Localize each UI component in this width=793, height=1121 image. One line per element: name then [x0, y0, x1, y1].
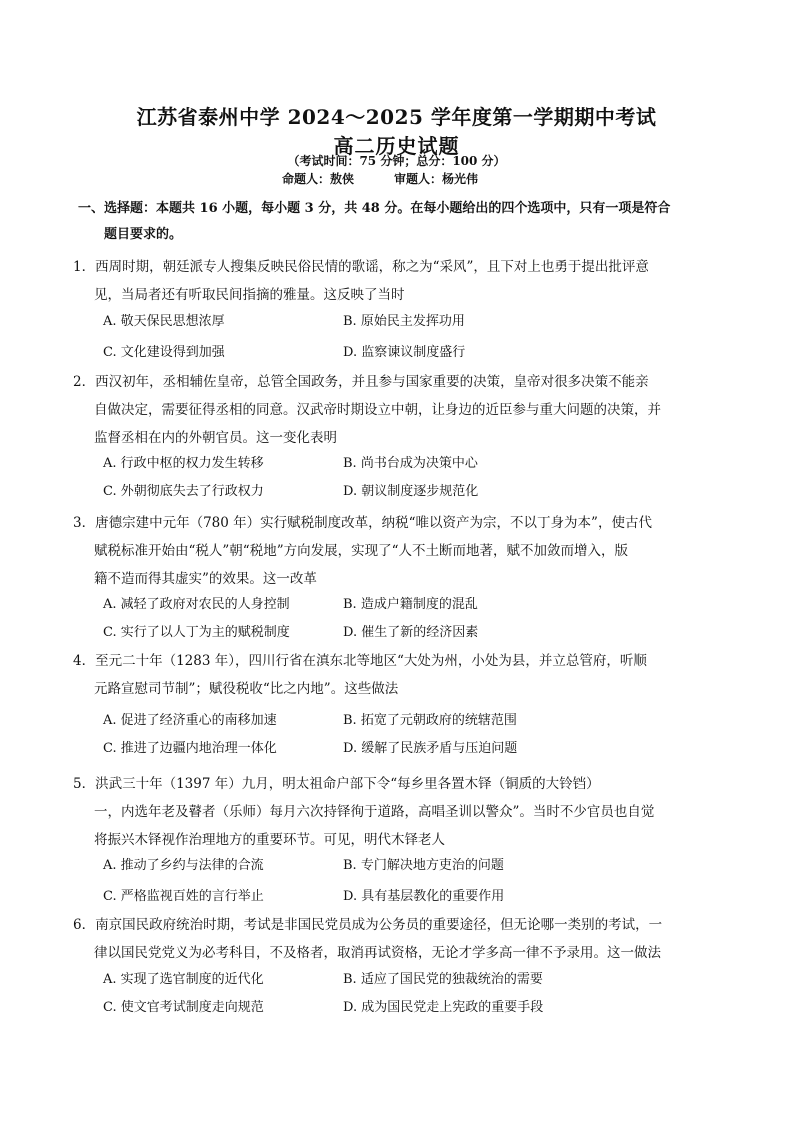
- question-3-options: [103, 591, 663, 647]
- option-d[interactable]: D. 催生了新的经济因素: [343, 625, 479, 640]
- question-6-options: [103, 966, 663, 1022]
- option-b[interactable]: B. 专门解决地方吏治的问题: [343, 858, 504, 873]
- section-line: 题目要求的。: [104, 227, 183, 242]
- exam-subtitle: 高二历史试题: [333, 134, 460, 158]
- question-5: [73, 770, 693, 854]
- question-line: 监督丞相在内的外朝官员。这一变化表明: [94, 430, 337, 446]
- option-a[interactable]: A. 行政中枢的权力发生转移: [103, 456, 264, 471]
- question-line: 2．西汉初年，丞相辅佐皇帝，总管全国政务，并且参与国家重要的决策，皇帝对很多决策不能亲: [73, 374, 649, 390]
- option-c[interactable]: C. 文化建设得到加强: [103, 345, 225, 360]
- setter-name: 命题人：敖侠: [282, 172, 355, 186]
- section-instructions: [78, 196, 698, 248]
- question-line: 将振兴木铎视作治理地方的重要环节。可见，明代木铎老人: [94, 832, 445, 848]
- question-line: 籍不造而得其虚实”的效果。这一改革: [94, 571, 317, 587]
- exam-info: （考试时间：75 分钟；总分：100 分）: [287, 154, 506, 168]
- question-line: 赋税标准开始由“税人”朝“税地”方向发展，实现了“人不土断而地著，赋不加敛而增入，版: [94, 543, 629, 559]
- question-2: [73, 368, 693, 452]
- question-line: 5．洪武三十年（1397 年）九月，明太祖命户部下令“每乡里各置木铎（铜质的大铃铛）: [73, 776, 600, 792]
- question-line: 元路宣慰司节制”；赋役税收“比之内地”。这些做法: [94, 681, 399, 697]
- question-4: [73, 647, 693, 703]
- question-line: 一，内选年老及瞽者（乐师）每月六次持铎徇于道路，高唱圣训以警众”。当时不少官员也自觉: [94, 804, 655, 820]
- section-line: 一、选择题：本题共 16 小题，每小题 3 分，共 48 分。在每小题给出的四个选项中，只有一项是符合: [78, 201, 671, 216]
- option-b[interactable]: B. 原始民主发挥功用: [343, 314, 465, 329]
- question-line: 自做决定，需要征得丞相的同意。汉武帝时期设立中朝，让身边的近臣参与重大问题的决策，并: [94, 402, 661, 418]
- question-2-options: [103, 450, 663, 506]
- option-a[interactable]: A. 减轻了政府对农民的人身控制: [103, 597, 290, 612]
- question-1-options: [103, 308, 663, 367]
- option-c[interactable]: C. 推进了边疆内地治理一体化: [103, 741, 277, 756]
- option-a[interactable]: A. 敬天保民思想浓厚: [103, 314, 225, 329]
- question-4-options: [103, 707, 663, 763]
- question-line: 律以国民党党义为必考科目，不及格者，取消再试资格，无论才学多高一律不予录用。这一做法: [94, 945, 661, 961]
- question-line: 6．南京国民政府统治时期，考试是非国民党员成为公务员的重要途径，但无论哪一类别的考试，一: [73, 917, 663, 933]
- option-a[interactable]: A. 推动了乡约与法律的合流: [103, 858, 264, 873]
- option-c[interactable]: C. 严格监视百姓的言行举止: [103, 889, 264, 904]
- option-b[interactable]: B. 造成户籍制度的混乱: [343, 597, 478, 612]
- exam-authors: [282, 170, 478, 187]
- option-b[interactable]: B. 拓宽了元朝政府的统辖范围: [343, 713, 517, 728]
- question-5-options: [103, 852, 663, 911]
- option-d[interactable]: D. 成为国民党走上宪政的重要手段: [343, 1000, 544, 1015]
- question-3: [73, 509, 693, 593]
- option-c[interactable]: C. 使文官考试制度走向规范: [103, 1000, 264, 1015]
- question-line: 4．至元二十年（1283 年），四川行省在滇东北等地区“大处为州，小处为县，并立总管府，听顺: [73, 653, 647, 669]
- option-b[interactable]: B. 尚书台成为决策中心: [343, 456, 478, 471]
- option-b[interactable]: B. 适应了国民党的独裁统治的需要: [343, 972, 543, 987]
- question-line: 见，当局者还有听取民间指摘的雅量。这反映了当时: [94, 287, 405, 303]
- exam-title: 江苏省泰州中学 2024～2025 学年度第一学期期中考试: [136, 105, 657, 129]
- option-d[interactable]: D. 朝议制度逐步规范化: [343, 484, 479, 499]
- option-d[interactable]: D. 监察谏议制度盛行: [343, 345, 466, 360]
- option-d[interactable]: D. 具有基层教化的重要作用: [343, 889, 505, 904]
- question-6: [73, 911, 693, 967]
- option-a[interactable]: A. 实现了选官制度的近代化: [103, 972, 264, 987]
- option-d[interactable]: D. 缓解了民族矛盾与压迫问题: [343, 741, 518, 756]
- question-line: 3．唐德宗建中元年（780 年）实行赋税制度改革，纳税“唯以资产为宗，不以丁身为本”，使古代: [73, 515, 652, 531]
- option-c[interactable]: C. 实行了以人丁为主的赋税制度: [103, 625, 290, 640]
- option-c[interactable]: C. 外朝彻底失去了行政权力: [103, 484, 264, 499]
- question-1: [73, 253, 693, 309]
- option-a[interactable]: A. 促进了经济重心的南移加速: [103, 713, 277, 728]
- question-line: 1．西周时期，朝廷派专人搜集反映民俗民情的歌谣，称之为“采风”，且下对上也勇于提出批评意: [73, 259, 649, 275]
- reviewer-name: 审题人：杨光伟: [394, 172, 479, 186]
